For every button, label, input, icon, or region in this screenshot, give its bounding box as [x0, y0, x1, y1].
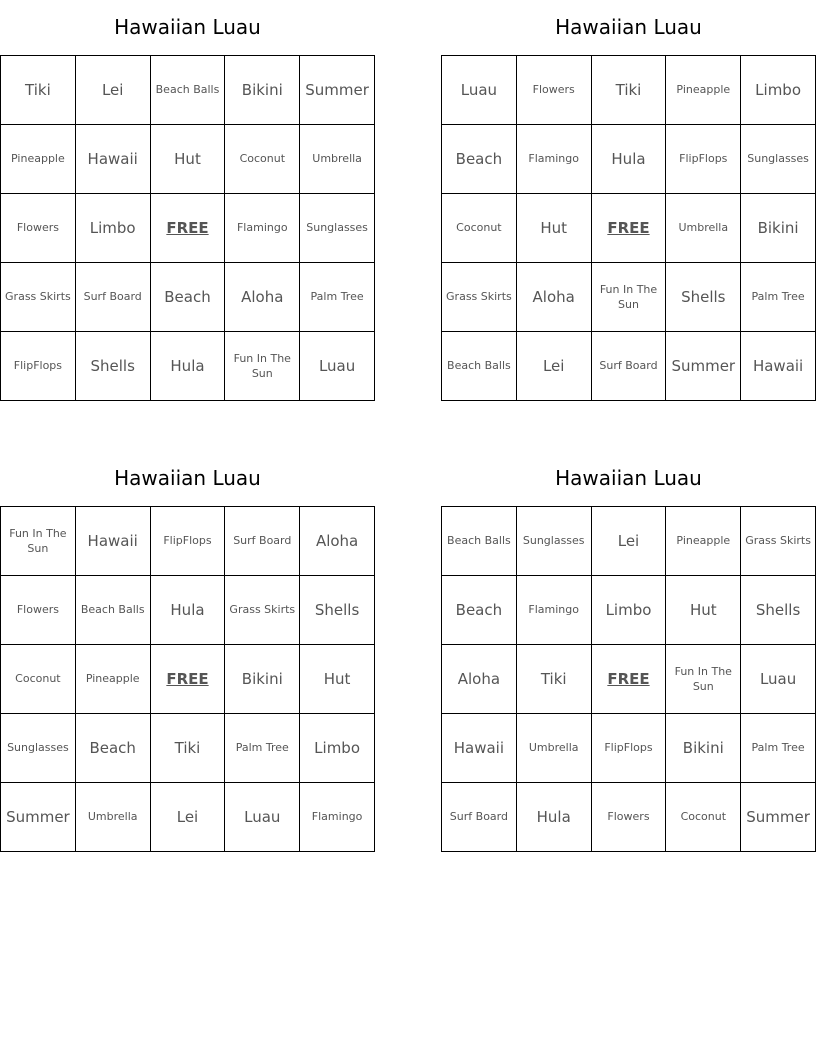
bingo-card-4: [441, 451, 816, 852]
bingo-cell: Flamingo: [516, 125, 591, 194]
bingo-cell: Bikini: [225, 56, 300, 125]
bingo-cell: Limbo: [741, 56, 816, 125]
bingo-cell: Luau: [442, 56, 517, 125]
bingo-cell: Grass Skirts: [741, 507, 816, 576]
bingo-row: [1, 645, 375, 714]
bingo-cell: Coconut: [666, 783, 741, 852]
bingo-cell: Coconut: [442, 194, 517, 263]
bingo-cell: Beach Balls: [442, 507, 517, 576]
bingo-row: [1, 56, 375, 125]
bingo-row: [442, 645, 816, 714]
bingo-cell: Beach Balls: [442, 332, 517, 401]
bingo-grid: [0, 506, 375, 852]
bingo-cell: Aloha: [300, 507, 375, 576]
bingo-row: [442, 194, 816, 263]
bingo-cell: Hula: [150, 576, 225, 645]
bingo-cell: Hut: [150, 125, 225, 194]
bingo-cell: Aloha: [442, 645, 517, 714]
bingo-cell: Surf Board: [75, 263, 150, 332]
bingo-cell: Flowers: [516, 56, 591, 125]
card-title: Hawaiian Luau: [555, 15, 702, 39]
bingo-cell: FlipFlops: [1, 332, 76, 401]
bingo-cell: Fun In The Sun: [591, 263, 666, 332]
bingo-cell: Hawaii: [442, 714, 517, 783]
bingo-cell: Luau: [225, 783, 300, 852]
bingo-cell: Tiki: [591, 56, 666, 125]
bingo-cell: Summer: [1, 783, 76, 852]
bingo-grid: [441, 506, 816, 852]
bingo-cell: Hut: [516, 194, 591, 263]
bingo-cell: Grass Skirts: [1, 263, 76, 332]
bingo-row: [1, 576, 375, 645]
card-title: Hawaiian Luau: [114, 15, 261, 39]
bingo-cell: Flamingo: [225, 194, 300, 263]
bingo-card-1: [0, 0, 375, 401]
bingo-cell: Bikini: [666, 714, 741, 783]
bingo-cell: FlipFlops: [150, 507, 225, 576]
bingo-cell: Shells: [666, 263, 741, 332]
bingo-cell: Pineapple: [666, 507, 741, 576]
bingo-cell: Palm Tree: [741, 714, 816, 783]
bingo-cell: Palm Tree: [300, 263, 375, 332]
bingo-cell: Grass Skirts: [225, 576, 300, 645]
bingo-grid: [441, 55, 816, 401]
bingo-grid: [0, 55, 375, 401]
bingo-cell: Umbrella: [516, 714, 591, 783]
bingo-cell: Sunglasses: [516, 507, 591, 576]
bingo-cell: Hula: [591, 125, 666, 194]
card-title: Hawaiian Luau: [114, 466, 261, 490]
bingo-cell: Tiki: [150, 714, 225, 783]
bingo-cell: Sunglasses: [1, 714, 76, 783]
bingo-cell: Summer: [300, 56, 375, 125]
bingo-cell: Tiki: [516, 645, 591, 714]
bingo-row: [1, 263, 375, 332]
bingo-cell: Summer: [666, 332, 741, 401]
bingo-row: [1, 783, 375, 852]
bingo-cell: Flowers: [1, 194, 76, 263]
bingo-cell: Luau: [300, 332, 375, 401]
bingo-cell: Lei: [591, 507, 666, 576]
bingo-cell: Flamingo: [516, 576, 591, 645]
bingo-cell: Flowers: [1, 576, 76, 645]
bingo-cell: Surf Board: [442, 783, 517, 852]
bingo-cell: Bikini: [741, 194, 816, 263]
bingo-cell: Hula: [150, 332, 225, 401]
free-space: FREE: [150, 194, 225, 263]
bingo-row: [1, 194, 375, 263]
free-space: FREE: [591, 194, 666, 263]
bingo-cell: Fun In The Sun: [666, 645, 741, 714]
bingo-cell: Umbrella: [666, 194, 741, 263]
bingo-row: [442, 507, 816, 576]
bingo-cell: Palm Tree: [741, 263, 816, 332]
bingo-cell: Shells: [300, 576, 375, 645]
bingo-cell: Limbo: [75, 194, 150, 263]
bingo-row: [442, 714, 816, 783]
bingo-cell: Limbo: [300, 714, 375, 783]
bingo-row: [442, 263, 816, 332]
bingo-cell: Aloha: [516, 263, 591, 332]
bingo-cell: Lei: [150, 783, 225, 852]
bingo-cell: Hula: [516, 783, 591, 852]
bingo-cell: Luau: [741, 645, 816, 714]
bingo-cell: Umbrella: [75, 783, 150, 852]
bingo-row: [442, 125, 816, 194]
bingo-row: [442, 576, 816, 645]
bingo-cell: Surf Board: [591, 332, 666, 401]
bingo-row: [442, 56, 816, 125]
bingo-row: [1, 714, 375, 783]
bingo-cell: Beach: [442, 576, 517, 645]
bingo-cell: FlipFlops: [666, 125, 741, 194]
card-title: Hawaiian Luau: [555, 466, 702, 490]
bingo-cell: Coconut: [225, 125, 300, 194]
bingo-cell: Umbrella: [300, 125, 375, 194]
bingo-cell: Tiki: [1, 56, 76, 125]
bingo-row: [1, 125, 375, 194]
bingo-card-2: [441, 0, 816, 401]
bingo-cell: Flowers: [591, 783, 666, 852]
bingo-cell: Pineapple: [1, 125, 76, 194]
bingo-cell: FlipFlops: [591, 714, 666, 783]
bingo-cell: Beach: [75, 714, 150, 783]
bingo-row: [442, 332, 816, 401]
bingo-cell: Shells: [741, 576, 816, 645]
bingo-row: [1, 507, 375, 576]
free-space: FREE: [150, 645, 225, 714]
bingo-cell: Pineapple: [75, 645, 150, 714]
bingo-cell: Sunglasses: [300, 194, 375, 263]
free-space: FREE: [591, 645, 666, 714]
bingo-cell: Beach: [442, 125, 517, 194]
bingo-cell: Palm Tree: [225, 714, 300, 783]
bingo-cell: Summer: [741, 783, 816, 852]
bingo-cell: Beach Balls: [75, 576, 150, 645]
bingo-cell: Pineapple: [666, 56, 741, 125]
bingo-card-3: [0, 451, 375, 852]
bingo-cell: Flamingo: [300, 783, 375, 852]
bingo-cell: Hawaii: [75, 125, 150, 194]
bingo-cell: Grass Skirts: [442, 263, 517, 332]
bingo-cell: Lei: [75, 56, 150, 125]
bingo-cell: Hut: [300, 645, 375, 714]
bingo-cell: Beach: [150, 263, 225, 332]
bingo-cell: Limbo: [591, 576, 666, 645]
bingo-cell: Shells: [75, 332, 150, 401]
bingo-cell: Hut: [666, 576, 741, 645]
bingo-row: [442, 783, 816, 852]
bingo-cell: Fun In The Sun: [1, 507, 76, 576]
bingo-cell: Sunglasses: [741, 125, 816, 194]
bingo-cell: Surf Board: [225, 507, 300, 576]
bingo-cell: Fun In The Sun: [225, 332, 300, 401]
bingo-cell: Lei: [516, 332, 591, 401]
bingo-cell: Aloha: [225, 263, 300, 332]
bingo-cell: Hawaii: [75, 507, 150, 576]
bingo-cell: Hawaii: [741, 332, 816, 401]
bingo-row: [1, 332, 375, 401]
bingo-cell: Beach Balls: [150, 56, 225, 125]
bingo-cell: Coconut: [1, 645, 76, 714]
bingo-cell: Bikini: [225, 645, 300, 714]
